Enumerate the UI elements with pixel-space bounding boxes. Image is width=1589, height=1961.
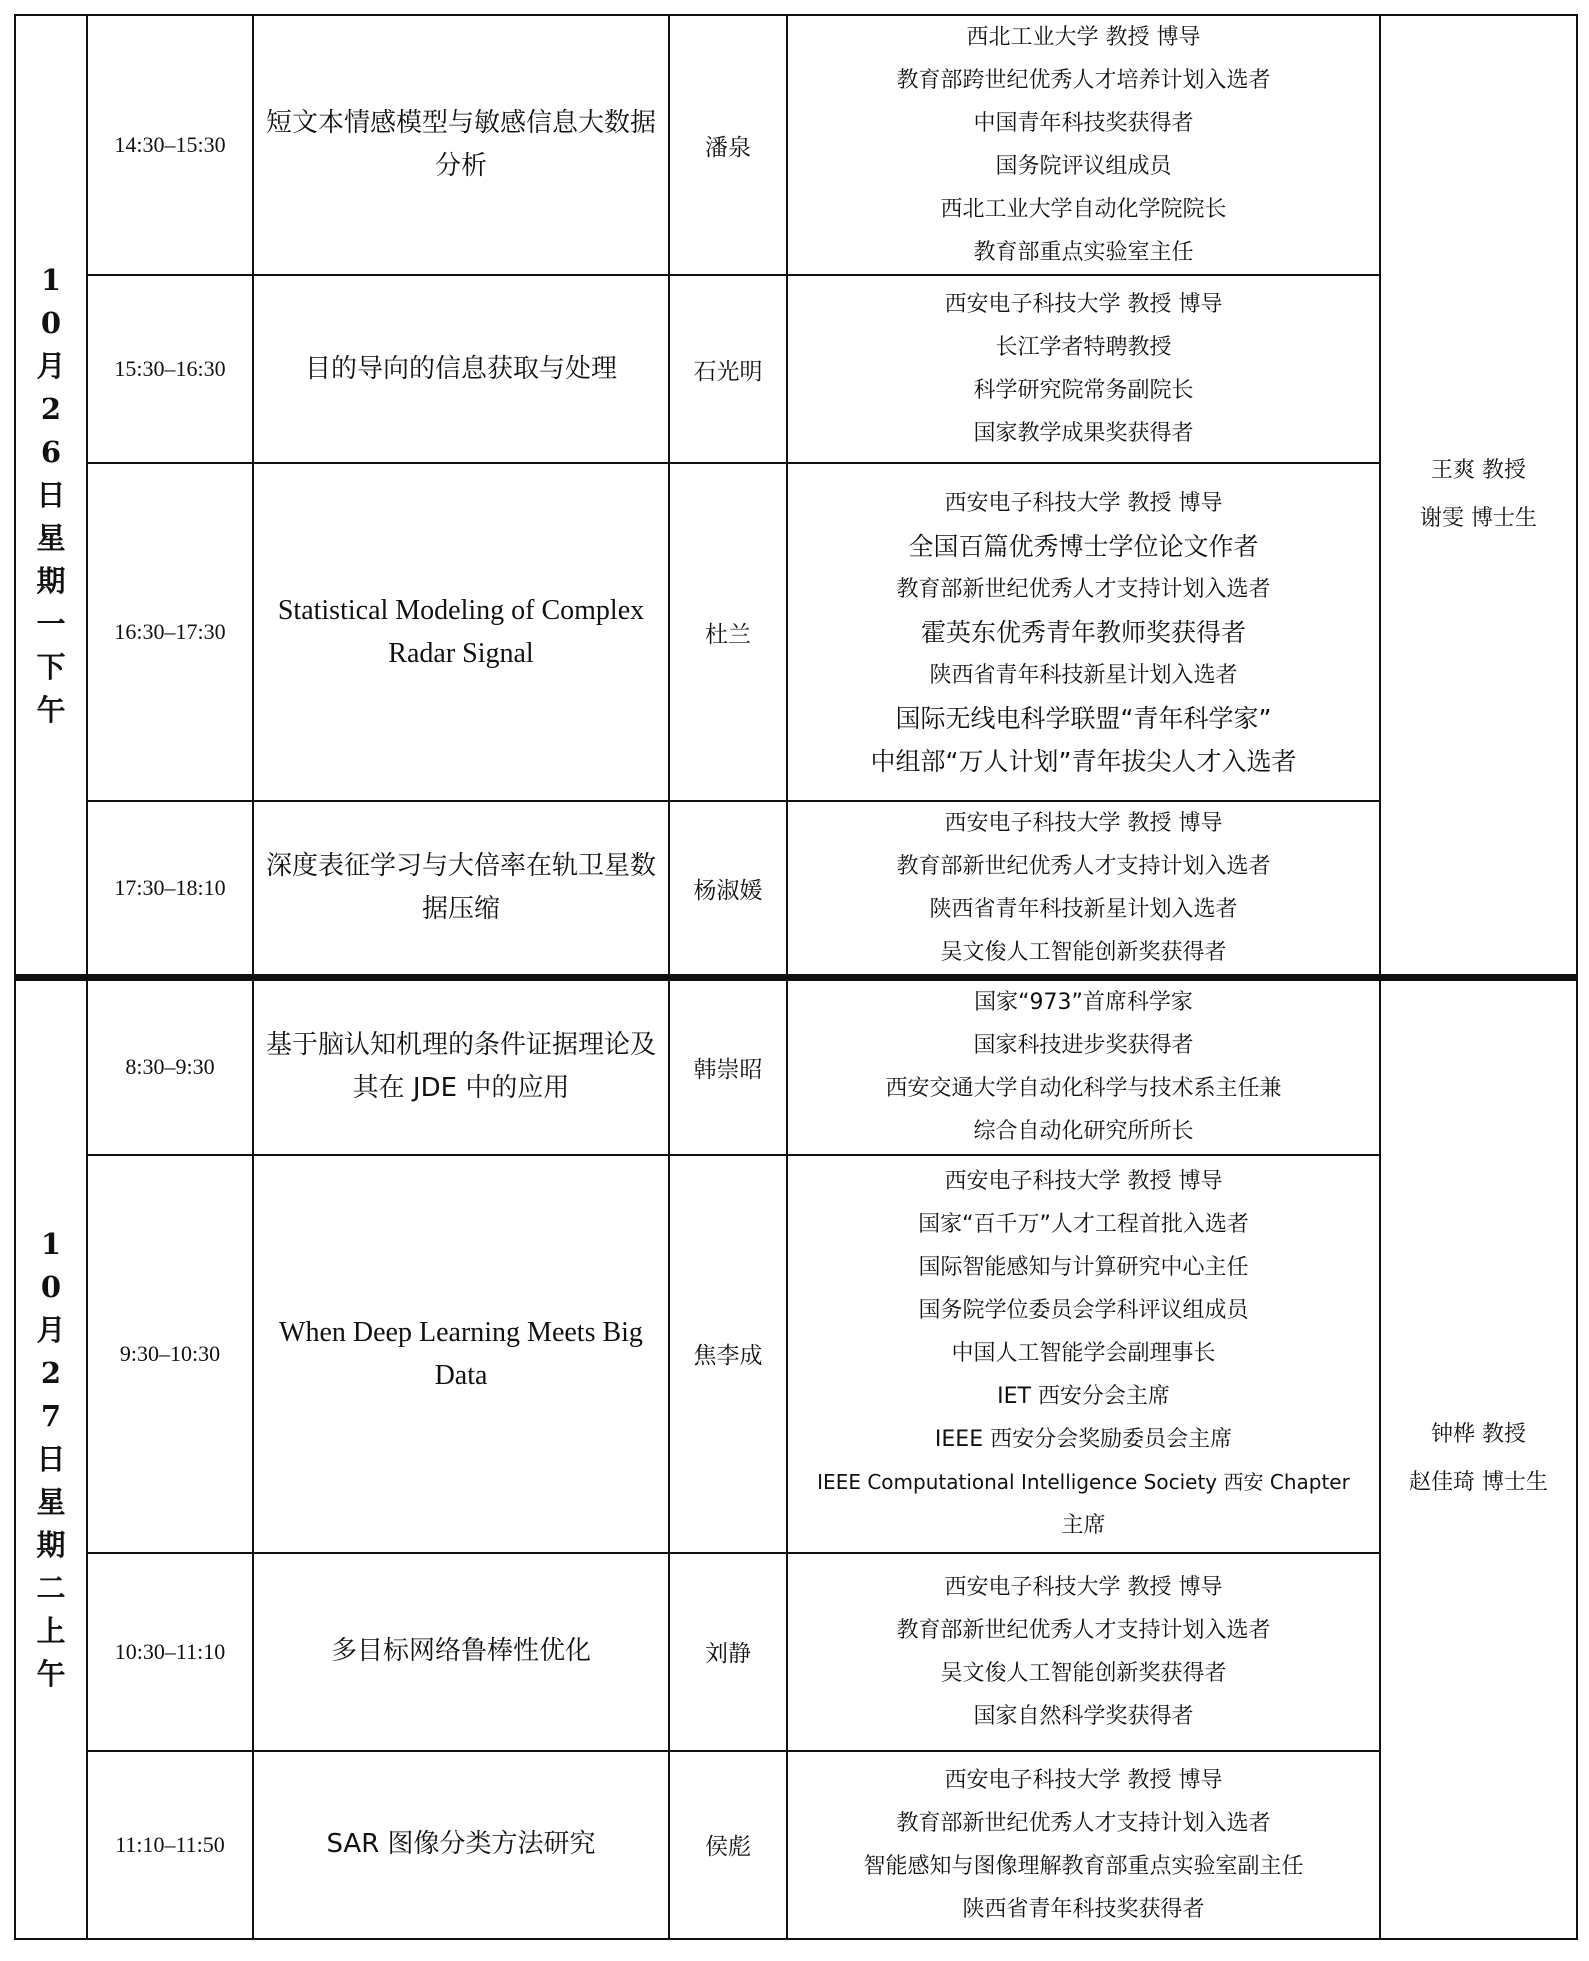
host-list [1381, 447, 1576, 543]
speaker-intro [788, 16, 1379, 274]
intro-line: 教育部新世纪优秀人才支持计划入选者 [896, 854, 1271, 879]
intro-line: 科学研究院常务副院长 [973, 378, 1194, 403]
intro-line: 西安电子科技大学 教授 博导 [944, 1767, 1223, 1793]
speaker-cell [669, 15, 787, 275]
schedule-table [14, 14, 1578, 1940]
talk-title: 基于脑认知机理的条件证据理论及其在 JDE 中的应用 [266, 1030, 657, 1104]
talk-title: 深度表征学习与大倍率在轨卫星数据压缩 [266, 851, 657, 924]
intro-line: 中组部“万人计划”青年拔尖人才入选者 [870, 746, 1297, 776]
talk-title: When Deep Learning Meets Big Data [279, 1316, 643, 1391]
day-label: 10月27日星期二上午 [36, 1226, 66, 1691]
intro-line: 国家“百千万”人才工程首批入选者 [918, 1212, 1249, 1237]
table-row [15, 463, 1577, 801]
talk-title: 短文本情感模型与敏感信息大数据分析 [266, 108, 657, 181]
intro-cell [787, 275, 1380, 463]
talk-time: 15:30–16:30 [114, 356, 226, 381]
time-cell [87, 978, 253, 1155]
title-cell [253, 1155, 669, 1553]
talk-title: 目的导向的信息获取与处理 [304, 353, 617, 384]
intro-line: 国务院学位委员会学科评议组成员 [918, 1298, 1249, 1323]
speaker-name: 侯彪 [705, 1834, 751, 1860]
speaker-cell [669, 1553, 787, 1751]
intro-line: 中国人工智能学会副理事长 [951, 1341, 1216, 1366]
intro-line: 国家科技进步奖获得者 [973, 1033, 1194, 1059]
intro-line: 陕西省青年科技新星计划入选者 [929, 662, 1238, 688]
intro-cell [787, 978, 1380, 1155]
talk-time: 16:30–17:30 [114, 619, 226, 644]
talk-time: 9:30–10:30 [119, 1340, 221, 1366]
speaker-name: 潘泉 [705, 134, 751, 161]
intro-line: 教育部跨世纪优秀人才培养计划入选者 [896, 68, 1271, 93]
title-cell [253, 15, 669, 275]
speaker-name: 刘静 [705, 1641, 751, 1667]
intro-line: 国家“973”首席科学家 [974, 990, 1193, 1016]
intro-cell [787, 1751, 1380, 1939]
intro-line: 长江学者特聘教授 [995, 335, 1172, 360]
intro-line: 吴文俊人工智能创新奖获得者 [940, 940, 1227, 965]
speaker-cell [669, 275, 787, 463]
intro-line: 教育部新世纪优秀人才支持计划入选者 [896, 1617, 1271, 1643]
time-cell [87, 1553, 253, 1751]
intro-line: 智能感知与图像理解教育部重点实验室副主任 [863, 1853, 1304, 1879]
talk-time: 11:10–11:50 [115, 1831, 225, 1857]
time-cell [87, 1155, 253, 1553]
time-cell [87, 1751, 253, 1939]
host-cell [1380, 978, 1577, 1939]
title-cell [253, 275, 669, 463]
talk-title: 多目标网络鲁棒性优化 [330, 1636, 591, 1666]
intro-line: IET 西安分会主席 [997, 1384, 1170, 1409]
intro-cell [787, 1155, 1380, 1553]
intro-line: 陕西省青年科技奖获得者 [962, 1896, 1205, 1922]
table-row [15, 1751, 1577, 1939]
intro-line: 霍英东优秀青年教师奖获得者 [920, 617, 1246, 647]
speaker-name: 杨淑媛 [693, 877, 763, 904]
time-cell [87, 275, 253, 463]
intro-line: IEEE 西安分会奖励委员会主席 [934, 1427, 1233, 1452]
speaker-name: 杜兰 [705, 621, 751, 648]
title-cell [253, 463, 669, 801]
talk-time: 17:30–18:10 [114, 875, 226, 900]
intro-line: 教育部新世纪优秀人才支持计划入选者 [896, 1810, 1271, 1836]
table-row [15, 275, 1577, 463]
table-row [15, 1155, 1577, 1553]
intro-line: 西安交通大学自动化科学与技术系主任兼 [885, 1076, 1282, 1102]
day-cell [15, 978, 87, 1939]
host-name: 钟桦 教授 [1431, 1422, 1526, 1448]
intro-line: 吴文俊人工智能创新奖获得者 [940, 1660, 1227, 1686]
intro-line: 国务院评议组成员 [995, 154, 1172, 179]
intro-cell [787, 15, 1380, 275]
talk-time: 8:30–9:30 [125, 1054, 215, 1080]
intro-line: 西安电子科技大学 教授 博导 [944, 1169, 1223, 1194]
host-name: 谢雯 博士生 [1420, 506, 1537, 531]
day-cell [15, 15, 87, 978]
intro-line: 教育部新世纪优秀人才支持计划入选者 [896, 576, 1271, 602]
speaker-intro [788, 283, 1379, 455]
speaker-cell [669, 801, 787, 978]
speaker-cell [669, 463, 787, 801]
intro-line: 西安电子科技大学 教授 博导 [944, 811, 1223, 836]
talk-title: Statistical Modeling of Complex Radar Signal [277, 595, 645, 669]
talk-title: SAR 图像分类方法研究 [326, 1829, 596, 1859]
host-cell [1380, 15, 1577, 978]
speaker-intro [788, 981, 1379, 1153]
talk-time: 14:30–15:30 [114, 132, 226, 157]
speaker-cell [669, 978, 787, 1155]
host-name: 赵佳琦 博士生 [1409, 1470, 1548, 1496]
intro-line: 教育部重点实验室主任 [973, 240, 1194, 265]
time-cell [87, 463, 253, 801]
speaker-intro [788, 1759, 1379, 1931]
speaker-intro [788, 802, 1379, 974]
intro-line: 国际无线电科学联盟“青年科学家” [895, 703, 1272, 733]
intro-line: 西安电子科技大学 教授 博导 [944, 292, 1223, 317]
title-cell [253, 801, 669, 978]
speaker-intro [788, 1160, 1379, 1547]
intro-line: 国际智能感知与计算研究中心主任 [918, 1255, 1249, 1280]
time-cell [87, 801, 253, 978]
speaker-name: 韩崇昭 [693, 1056, 763, 1083]
intro-line: 主席 [1061, 1513, 1106, 1538]
speaker-cell [669, 1751, 787, 1939]
speaker-name: 石光明 [693, 358, 763, 385]
day-label: 10月26日星期一下午 [36, 262, 66, 727]
speaker-intro [788, 482, 1379, 783]
intro-line: 西北工业大学自动化学院院长 [940, 197, 1227, 222]
intro-line: 综合自动化研究所所长 [973, 1119, 1194, 1145]
intro-cell [787, 801, 1380, 978]
intro-line: 国家教学成果奖获得者 [973, 421, 1194, 446]
intro-line: 全国百篇优秀博士学位论文作者 [908, 531, 1259, 561]
intro-line: 陕西省青年科技新星计划入选者 [929, 897, 1238, 922]
time-cell [87, 15, 253, 275]
intro-line: 西安电子科技大学 教授 博导 [944, 490, 1223, 516]
title-cell [253, 1553, 669, 1751]
intro-cell [787, 463, 1380, 801]
speaker-cell [669, 1155, 787, 1553]
schedule-page [14, 14, 1576, 1948]
intro-line: 国家自然科学奖获得者 [973, 1703, 1194, 1729]
intro-line: IEEE Computational Intelligence Society 西安 Chapter [817, 1470, 1350, 1494]
title-cell [253, 1751, 669, 1939]
talk-time: 10:30–11:10 [114, 1638, 226, 1664]
host-list [1381, 1411, 1576, 1507]
intro-cell [787, 1553, 1380, 1751]
table-row [15, 801, 1577, 978]
intro-line: 西北工业大学 教授 博导 [966, 25, 1201, 50]
intro-line: 西安电子科技大学 教授 博导 [944, 1574, 1223, 1600]
speaker-intro [788, 1566, 1379, 1738]
table-row [15, 1553, 1577, 1751]
title-cell [253, 978, 669, 1155]
intro-line: 中国青年科技奖获得者 [973, 111, 1194, 136]
table-row [15, 978, 1577, 1155]
host-name: 王爽 教授 [1431, 458, 1526, 483]
table-row [15, 15, 1577, 275]
speaker-name: 焦李成 [693, 1343, 763, 1369]
